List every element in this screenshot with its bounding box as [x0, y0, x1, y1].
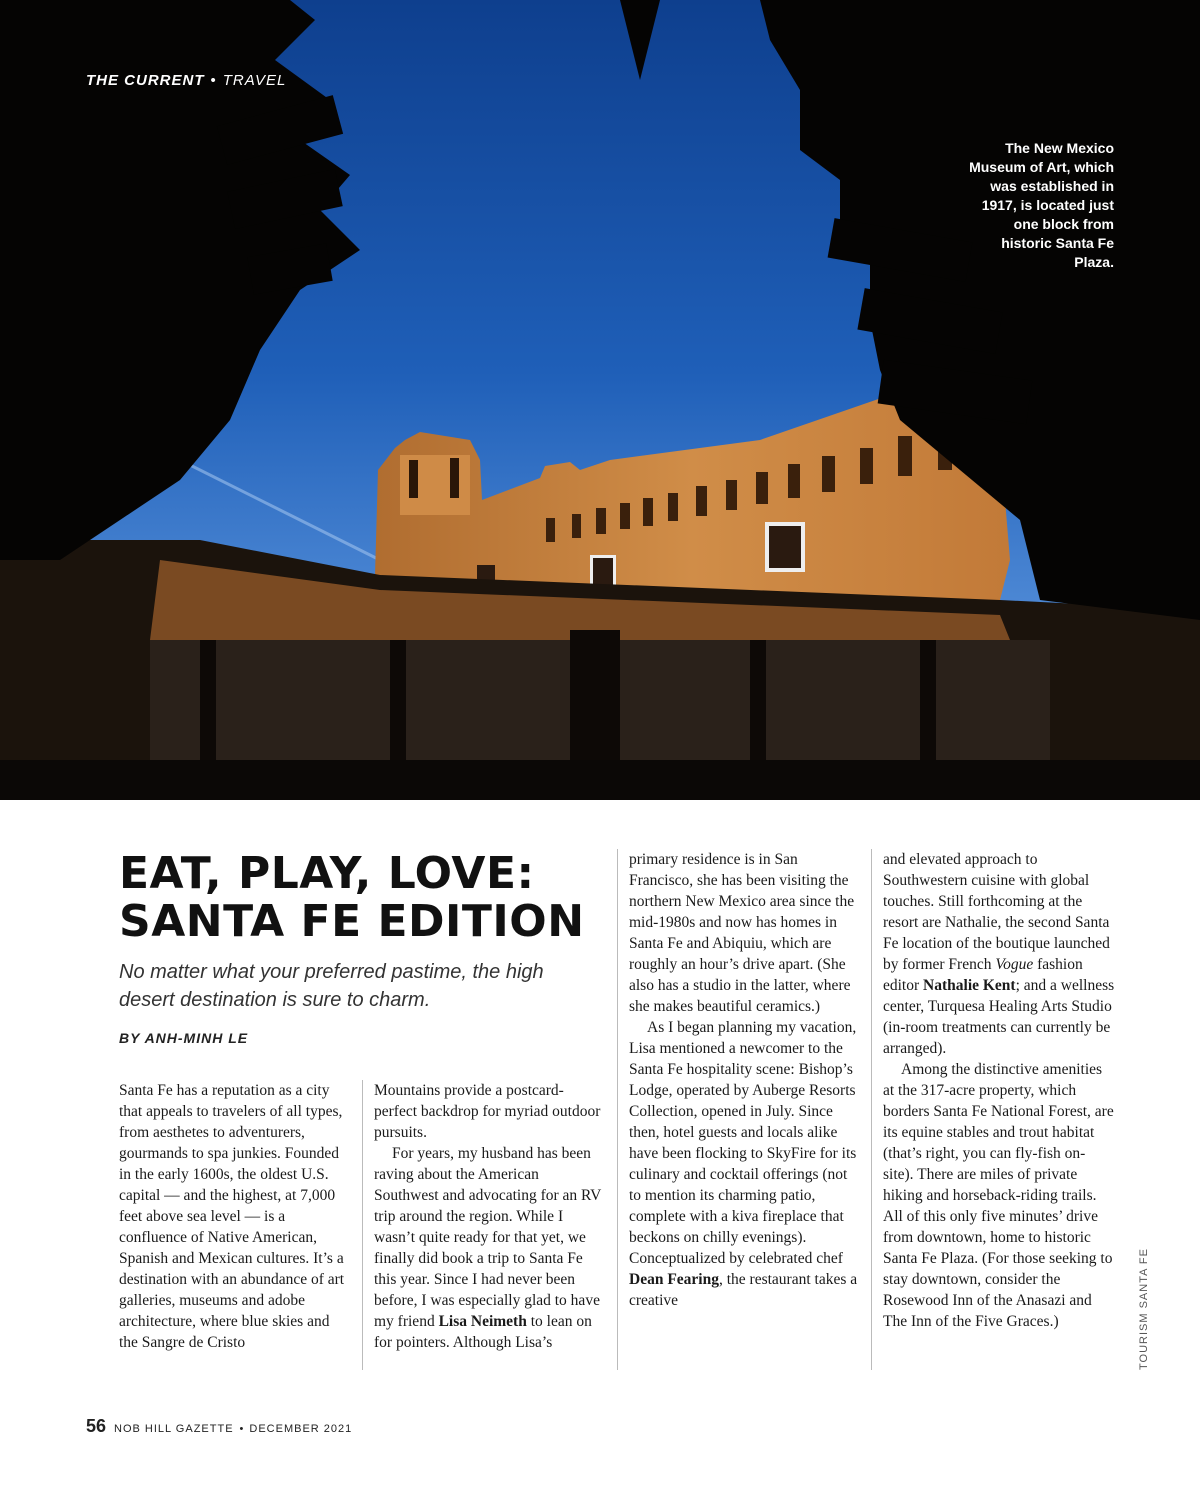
person-name: Lisa Neimeth: [438, 1313, 527, 1330]
paragraph: Mountains provide a postcard-perfect backdrop for myriad outdoor pursuits.: [374, 1082, 601, 1141]
page-footer: [86, 1416, 352, 1437]
text-run: and elevated approach to Southwestern cuisine with global touches. Still forthcoming at the resort are Nathalie, the second Santa Fe location of the boutique launched by former French: [883, 851, 1110, 973]
paragraph: Among the distinctive amenities at the 317-acre property, which borders Santa Fe National Forest, are its equine stables and trout habitat (that’s right, you can fly-fish on-site). There are miles of private hiking and horseback-riding trails. All of this only five minutes’ drive from downtown, home to historic Santa Fe Plaza. (For those seeking to stay downtown, consider the Rosewood Inn of the Anasazi and The Inn of the Five Graces.): [883, 1061, 1114, 1330]
article-dek: No matter what your preferred pastime, the high desert destination is sure to charm.: [119, 961, 544, 1011]
page-number: 56: [86, 1416, 107, 1436]
column-divider: [617, 849, 618, 1370]
section-label: [86, 72, 286, 89]
headline-line-1: EAT, PLAY, LOVE:: [119, 848, 535, 899]
body-column-1: [119, 1080, 351, 1353]
article-headline: [119, 850, 585, 946]
publication-name: NOB HILL GAZETTE: [114, 1423, 234, 1435]
text-run: fashion editor: [883, 956, 1083, 994]
paragraph: [883, 849, 1115, 1059]
paragraph: [629, 1017, 861, 1311]
issue-date: DECEMBER 2021: [249, 1423, 353, 1435]
byline: BY ANH-MINH LE: [119, 1030, 249, 1046]
section-separator: •: [210, 72, 217, 89]
text-run: ; and a wellness center, Turquesa Healing Arts Studio (in-room treatments can currently be arranged).: [883, 977, 1115, 1057]
text-run: , the restaurant takes a creative: [629, 1271, 858, 1309]
section-name: THE CURRENT: [86, 72, 205, 89]
person-name: Nathalie Kent: [923, 977, 1016, 994]
footer-separator: •: [239, 1423, 244, 1435]
body-column-2: [374, 1080, 606, 1353]
paragraph: [374, 1143, 606, 1353]
magazine-title: Vogue: [995, 956, 1034, 973]
headline-line-2: SANTA FE EDITION: [119, 896, 585, 947]
text-run: For years, my husband has been raving about the American Southwest and advocating for an RV trip around the region. While I wasn’t quite ready for that yet, we finally did book a trip to Santa Fe this year. Since I had never been before, I was especially glad to have my friend: [374, 1145, 602, 1330]
photo-caption: The New Mexico Museum of Art, which was established in 1917, is located just one block from historic Santa Fe Plaza.: [969, 140, 1114, 270]
body-column-4: [883, 849, 1115, 1332]
column-divider: [871, 849, 872, 1370]
paragraph: Santa Fe has a reputation as a city that appeals to travelers of all types, from aesthetes to adventurers, gourmands to spa junkies. Founded in the early 1600s, the oldest U.S. capital — and the highest, at 7,000 feet above sea level — is a confluence of Native American, Spanish and Mexican cultures. It’s a destination with an abundance of art galleries, museums and adobe architecture, where blue skies and the Sangre de Cristo: [119, 1082, 345, 1351]
paragraph: primary residence is in San Francisco, she has been visiting the northern New Mexico area since the mid-1980s and now has homes in Santa Fe and Abiquiu, which are roughly an hour’s drive apart. (She also has a studio in the latter, where she makes beautiful ceramics.): [629, 851, 855, 1015]
photo-credit: TOURISM SANTA FE: [1138, 1248, 1150, 1370]
person-name: Dean Fearing: [629, 1271, 719, 1288]
subsection-name: TRAVEL: [222, 72, 287, 89]
text-run: As I began planning my vacation, Lisa mentioned a newcomer to the Santa Fe hospitality scene: Bishop’s Lodge, operated by Auberge Resorts Collection, opened in July. Since then, hotel guests and locals alike have been flocking to SkyFire for its culinary and cocktail offerings (not to mention its charming patio, complete with a kiva fireplace that beckons on chilly evenings). Conceptualized by celebrated chef: [629, 1019, 857, 1267]
body-column-3: [629, 849, 861, 1311]
text-run: to lean on for pointers. Although Lisa’s: [374, 1313, 592, 1351]
column-divider: [362, 1080, 363, 1370]
